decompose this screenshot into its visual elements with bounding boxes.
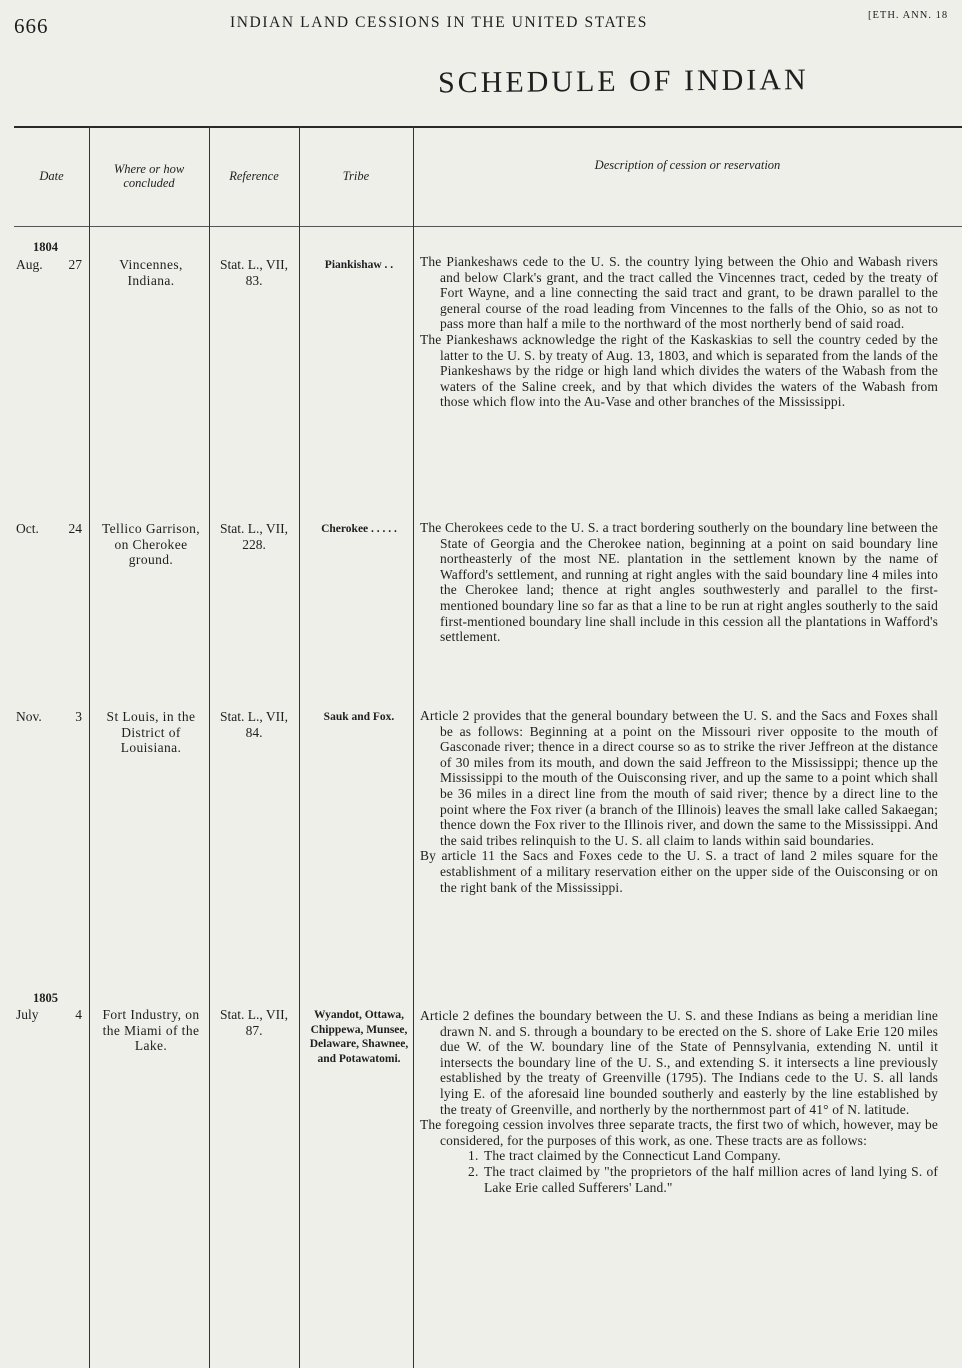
entry-reference: Stat. L., VII, 83. bbox=[220, 257, 288, 288]
entry-month: July bbox=[16, 1007, 39, 1022]
entry-date bbox=[16, 521, 84, 537]
list-item: 1. The tract claimed by the Connecticut Land Company. bbox=[482, 1148, 938, 1164]
column-divider bbox=[209, 126, 210, 1368]
table-top-rule bbox=[14, 126, 962, 128]
description-paragraph: The Piankeshaws acknowledge the right of the Kaskaskias to sell the country ceded by the latter to the U. S. by treaty of Aug. 13, 1803, and which is separated from the lands of the Piankeshaws by the ridge or high land which divides the waters of the Wabash from the waters of the Saline creek, and by that which divides the waters of the Wabash from those which flow into the Au-Vase and other branches of the Mississippi. bbox=[420, 331, 938, 410]
entry-month: Aug. bbox=[16, 257, 43, 272]
column-divider bbox=[299, 126, 300, 1368]
column-divider bbox=[413, 126, 414, 1368]
list-item: 2. The tract claimed by "the proprietors of the half million acres of land lying S. of Lake Erie called Sufferers' Land." bbox=[482, 1164, 938, 1195]
column-header-date: Date bbox=[39, 169, 64, 183]
description-paragraph: By article 11 the Sacs and Foxes cede to the U. S. a tract of land 2 miles square for the establishment of a military reservation either on the upper side of the Ouisconsing or on the right bank of the Mississippi. bbox=[420, 848, 938, 895]
entry-where: St Louis, in the District of Louisiana. bbox=[106, 709, 196, 756]
entry-reference: Stat. L., VII, 228. bbox=[220, 521, 288, 552]
entry-where: Fort Industry, on the Miami of the Lake. bbox=[102, 1007, 200, 1054]
entry-reference: Stat. L., VII, 87. bbox=[220, 1007, 288, 1038]
entry-day: 27 bbox=[68, 257, 82, 272]
description-paragraph: Article 2 defines the boundary between the U. S. and these Indians as being a meridian line drawn N. and S. through a boundary to be erected on the S. shore of Lake Erie 120 miles due W. of the W. boundary line of the State of Pennsylvania, extending N. until it intersects the boundary line of the U. S., and extending S. it intersects a line previously established by the treaty of Greenville (1795). The Indians cede to the U. S. all lands lying E. of the aforesaid line bounded southerly and easterly by the line established by the treaty of Greenville, and northerly by the northernmost part of 41° of N. latitude. bbox=[420, 1008, 938, 1117]
entry-day: 3 bbox=[75, 709, 82, 724]
running-note: [ETH. ANN. 18 bbox=[868, 10, 949, 21]
description-paragraph: The foregoing cession involves three separate tracts, the first two of which, however, may be considered, for the purposes of this work, as one. These tracts are as follows: bbox=[420, 1117, 938, 1148]
running-title: INDIAN LAND CESSIONS IN THE UNITED STATES bbox=[230, 14, 648, 31]
column-header-reference: Reference bbox=[229, 169, 279, 183]
description-paragraph: The Cherokees cede to the U. S. a tract bordering southerly on the boundary line between the State of Georgia and the Cherokee nation, beginning at a point on said boundary line northeasterly of the most NE. plantation in the settlement known by the name of Wafford's settlement, and running at right angles with the said boundary line 4 miles into the Cherokee land; thence at right angles southwesterly and parallel to the first-mentioned boundary line so far as that a line to be run at right angles southerly to the said first-mentioned boundary line shall include in this cession all the plantations in Wafford's settlement. bbox=[420, 520, 938, 645]
entry-year: 1804 bbox=[33, 240, 58, 254]
entry-date bbox=[16, 1007, 84, 1023]
entry-day: 4 bbox=[75, 1007, 82, 1022]
entry-tribe: Sauk and Fox. bbox=[323, 711, 395, 723]
entry-description bbox=[420, 520, 938, 645]
entry-date bbox=[16, 709, 84, 725]
entry-month: Nov. bbox=[16, 709, 42, 724]
page-number: 666 bbox=[14, 14, 49, 38]
entry-tribe: Piankishaw . . bbox=[324, 259, 394, 271]
column-divider bbox=[89, 126, 90, 1368]
entry-description bbox=[420, 1008, 938, 1195]
entry-reference: Stat. L., VII, 84. bbox=[220, 709, 288, 740]
column-header-where: Where or how concluded bbox=[113, 162, 185, 190]
table-header-rule bbox=[14, 226, 962, 227]
description-paragraph: Article 2 provides that the general boundary between the U. S. and the Sacs and Foxes shall be as follows: Beginning at a point on the Missouri river opposite to the mouth of Gasconade river; thence in a direct course so as to strike the river Jeffreon at the distance of 30 miles from its mouth, and down the said Jeffreon to the Mississippi; thence up the Mississippi to the mouth of the Ouisconsing river, and up the same to a point which shall be 36 miles in a direct line from the mouth of said river; thence by a direct line to the point where the Fox river (a branch of the Illinois) leaves the small lake called Sakaegan; thence down the Fox river to the Illinois river, and down the same to the Mississippi. And the said tribes relinquish to the U. S. all claim to lands within said boundaries. bbox=[420, 708, 938, 848]
entry-day: 24 bbox=[68, 521, 82, 536]
entry-tribe: Cherokee . . . . . bbox=[321, 523, 397, 535]
column-header-tribe: Tribe bbox=[342, 169, 370, 183]
column-header-description: Description of cession or reservation bbox=[594, 158, 781, 172]
entry-description bbox=[420, 254, 938, 410]
entry-year: 1805 bbox=[33, 991, 58, 1005]
schedule-title: SCHEDULE OF INDIAN bbox=[437, 63, 809, 100]
entry-tribe: Wyandot, Ottawa, Chippewa, Munsee, Delaware, Shawnee, and Potawatomi. bbox=[309, 1009, 409, 1066]
entry-description bbox=[420, 708, 938, 895]
entry-month: Oct. bbox=[16, 521, 39, 536]
tract-list bbox=[420, 1148, 938, 1195]
entry-where: Vincennes, Indiana. bbox=[119, 257, 183, 288]
description-paragraph: The Piankeshaws cede to the U. S. the country lying between the Ohio and Wabash rivers and below Clark's grant, and the tract called the Vincennes tract, ceded by the treaty of Fort Wayne, and a line connecting the said tract and grant, to be drawn parallel to the general course of the road leading from Vincennes to the falls of the Ohio, so as not to pass more than half a mile to the northward of the most northerly bend of said road. bbox=[420, 254, 938, 332]
entry-date bbox=[16, 257, 84, 273]
entry-where: Tellico Garrison, on Cherokee ground. bbox=[101, 521, 201, 568]
